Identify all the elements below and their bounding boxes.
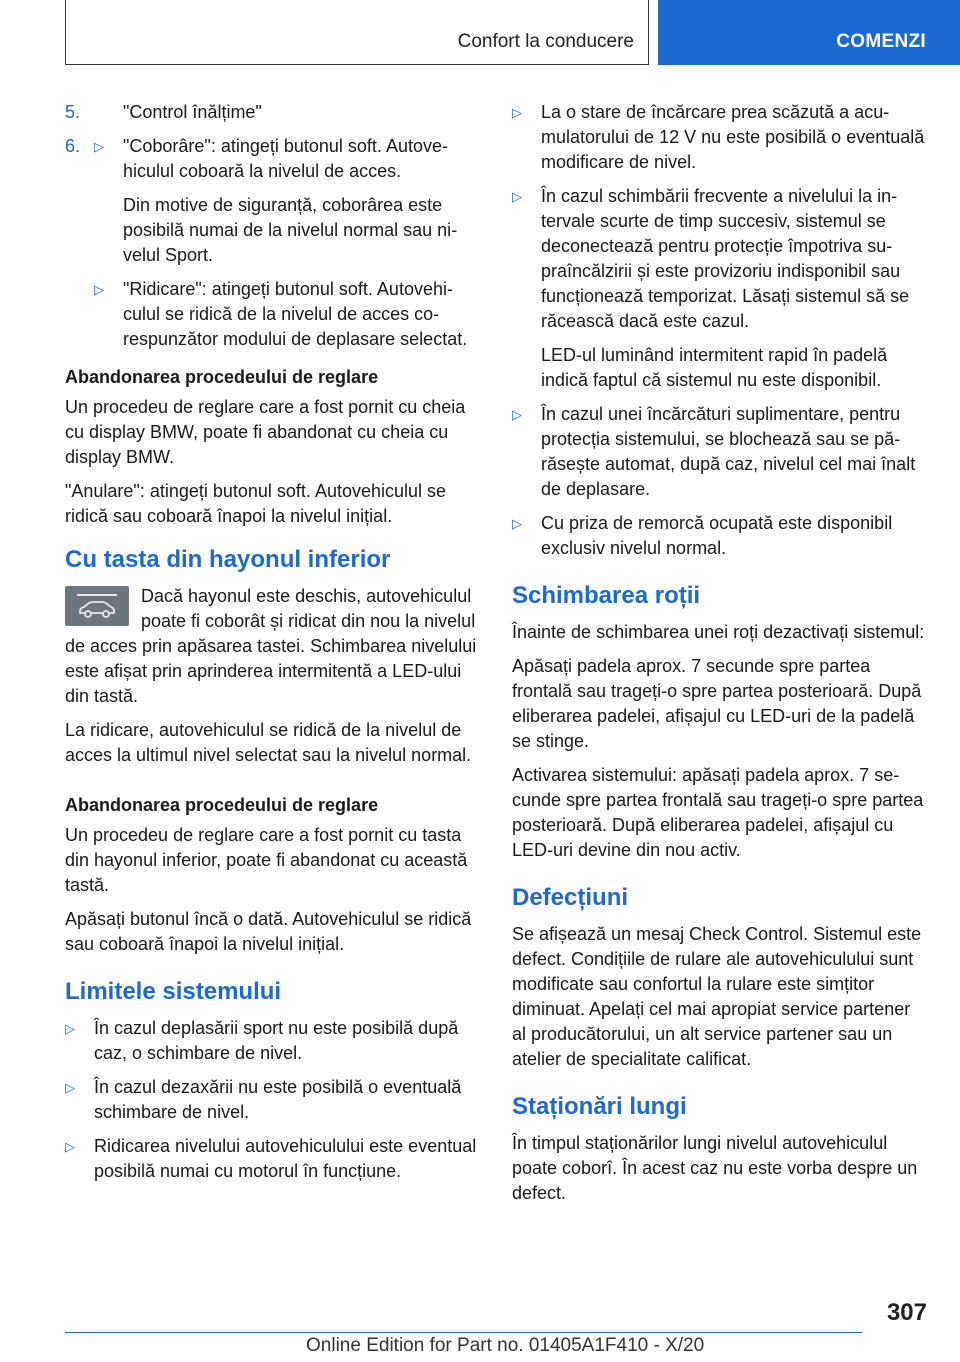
section-heading-tailgate: Cu tasta din hayonul inferior bbox=[65, 546, 391, 573]
section-heading-limits: Limitele sistemului bbox=[65, 978, 282, 1005]
list-item bbox=[512, 402, 927, 502]
list-item bbox=[512, 184, 927, 334]
list-item-text: Cu priza de remorcă ocupată este disponibil exclusiv nivelul normal. bbox=[541, 513, 893, 558]
paragraph: Un procedeu de reglare care a fost pornit cu tasta din hayonul inferior, poate fi abandonat cu această tastă. bbox=[65, 825, 468, 895]
triangle-bullet-icon: ▷ bbox=[512, 105, 522, 120]
triangle-bullet-icon: ▷ bbox=[512, 189, 522, 204]
footer-divider bbox=[65, 1332, 862, 1333]
subheading-abandon-2: Abandonarea procedeului de reglare bbox=[65, 795, 379, 815]
triangle-bullet-icon: ▷ bbox=[65, 1080, 75, 1095]
section-heading-parking: Staționări lungi bbox=[512, 1093, 687, 1120]
paragraph: Se afișează un mesaj Check Control. Sistemul este defect. Condițiile de rulare ale autovehiculului sunt modificate sau confortul la rulare este simțitor diminuat. Apelați cel mai apropiat service partener al producătorului, un alt service partener sau un atelier de specialitate calificat. bbox=[512, 924, 922, 1069]
list-sub-bullet bbox=[65, 277, 480, 352]
list-item bbox=[65, 1016, 480, 1066]
tailgate-key-block bbox=[65, 584, 480, 718]
header-chapter-tab[interactable] bbox=[658, 0, 960, 65]
paragraph: Apăsați butonul încă o dată. Autovehiculul se ridică sau coboară înapoi la nivelul inițial. bbox=[65, 909, 472, 954]
list-item-note: Din motive de siguranță, coborârea este posibilă numai de la nivelul normal sau nivelul Sport. bbox=[123, 195, 458, 265]
paragraph: Dacă hayonul este deschis, autovehiculul poate fi coborât și ridicat din nou la nivelul de acces prin apăsarea tastei. Schimbarea nivelului este afișat prin aprinderea intermitentă a LED-ului din tastă. bbox=[65, 586, 477, 706]
footer-edition: Online Edition for Part no. 01405A1F410 - X/20 bbox=[306, 1335, 705, 1356]
list-item-text: În cazul dezaxării nu este posibilă o eventuală schimbare de nivel. bbox=[94, 1077, 462, 1122]
list-item bbox=[512, 100, 927, 175]
list-item bbox=[65, 1134, 480, 1184]
list-number: 5. bbox=[65, 102, 81, 122]
list-item bbox=[512, 511, 927, 561]
list-item-5 bbox=[65, 100, 480, 125]
triangle-bullet-icon: ▷ bbox=[512, 407, 522, 422]
list-item-text: La o stare de încărcare prea scăzută a acumulatorului de 12 V nu este posibilă o eventuală modificare de nivel. bbox=[541, 102, 925, 172]
triangle-bullet-icon: ▷ bbox=[512, 516, 522, 531]
left-column bbox=[65, 100, 480, 1193]
list-item-text: În cazul deplasării sport nu este posibilă după caz, o schimbare de nivel. bbox=[94, 1018, 459, 1063]
paragraph: Activarea sistemului: apăsați padela aprox. 7 secunde spre partea frontală sau trageți-o spre partea posterioară. După eliberarea padelei, afișajul cu LED-uri devine din nou activ. bbox=[512, 765, 924, 860]
section-heading-defects: Defecțiuni bbox=[512, 884, 629, 911]
paragraph: "Anulare": atingeți butonul soft. Autovehiculul se ridică sau coboară înapoi la nivelul inițial. bbox=[65, 481, 447, 526]
list-item-text: "Coborâre": atingeți butonul soft. Autovehiculul coboară la nivelul de acces. bbox=[123, 136, 448, 181]
header-section-box bbox=[65, 0, 649, 65]
section-heading-wheel: Schimbarea roții bbox=[512, 582, 701, 609]
list-item-text: "Control înălțime" bbox=[123, 102, 262, 122]
list-number: 6. bbox=[65, 136, 81, 156]
list-item-text: Ridicarea nivelului autovehiculului este eventual posibilă numai cu motorul în funcțiune. bbox=[94, 1136, 477, 1181]
list-item-text: "Ridicare": atingeți butonul soft. Autovehiculul se ridică de la nivelul de acces corespunzător modului de deplasare selectat. bbox=[123, 279, 468, 349]
subheading-abandon: Abandonarea procedeului de reglare bbox=[65, 367, 379, 387]
triangle-bullet-icon: ▷ bbox=[65, 1021, 75, 1036]
paragraph: Un procedeu de reglare care a fost pornit cu cheia cu display BMW, poate fi abandonat cu cheia cu display BMW. bbox=[65, 397, 466, 467]
header-chapter-title: COMENZI bbox=[836, 31, 926, 52]
triangle-bullet-icon: ▷ bbox=[94, 139, 104, 154]
page-number: 307 bbox=[886, 1299, 927, 1326]
list-item-text: În cazul unei încărcături suplimentare, pentru protecția sistemului, se blochează sau se părăsește automat, după caz, nivelul cel mai înalt de deplasare. bbox=[541, 404, 916, 499]
list-item-6 bbox=[65, 134, 480, 184]
list-item-text: În cazul schimbării frecvente a nivelului la intervale scurte de timp succesiv, sistemul se deconectează pentru protecție împotriva supraîncălzirii și este provizoriu indisponibil sau funcționează temporizat. Lăsați sistemul să se răcească dacă este cazul. bbox=[541, 186, 910, 331]
paragraph: Înainte de schimbarea unei roți dezactivați sistemul: bbox=[512, 622, 925, 642]
car-level-button-icon bbox=[65, 586, 129, 626]
list-item bbox=[65, 1075, 480, 1125]
paragraph: Apăsați padela aprox. 7 secunde spre partea frontală sau trageți-o spre partea posterioară. După eliberarea padelei, afișajul cu LED-uri de la padelă se stinge. bbox=[512, 656, 922, 751]
header-section-title: Confort la conducere bbox=[457, 31, 634, 52]
right-column bbox=[512, 100, 927, 1215]
triangle-bullet-icon: ▷ bbox=[65, 1139, 75, 1154]
list-item-note: LED-ul luminând intermitent rapid în padelă indică faptul că sistemul nu este disponibil. bbox=[541, 345, 888, 390]
paragraph: În timpul staționărilor lungi nivelul autovehiculul poate coborî. În acest caz nu este vorba despre un defect. bbox=[512, 1133, 918, 1203]
triangle-bullet-icon: ▷ bbox=[94, 282, 104, 297]
paragraph: La ridicare, autovehiculul se ridică de la nivelul de acces la ultimul nivel selectat sau la nivelul normal. bbox=[65, 720, 472, 765]
